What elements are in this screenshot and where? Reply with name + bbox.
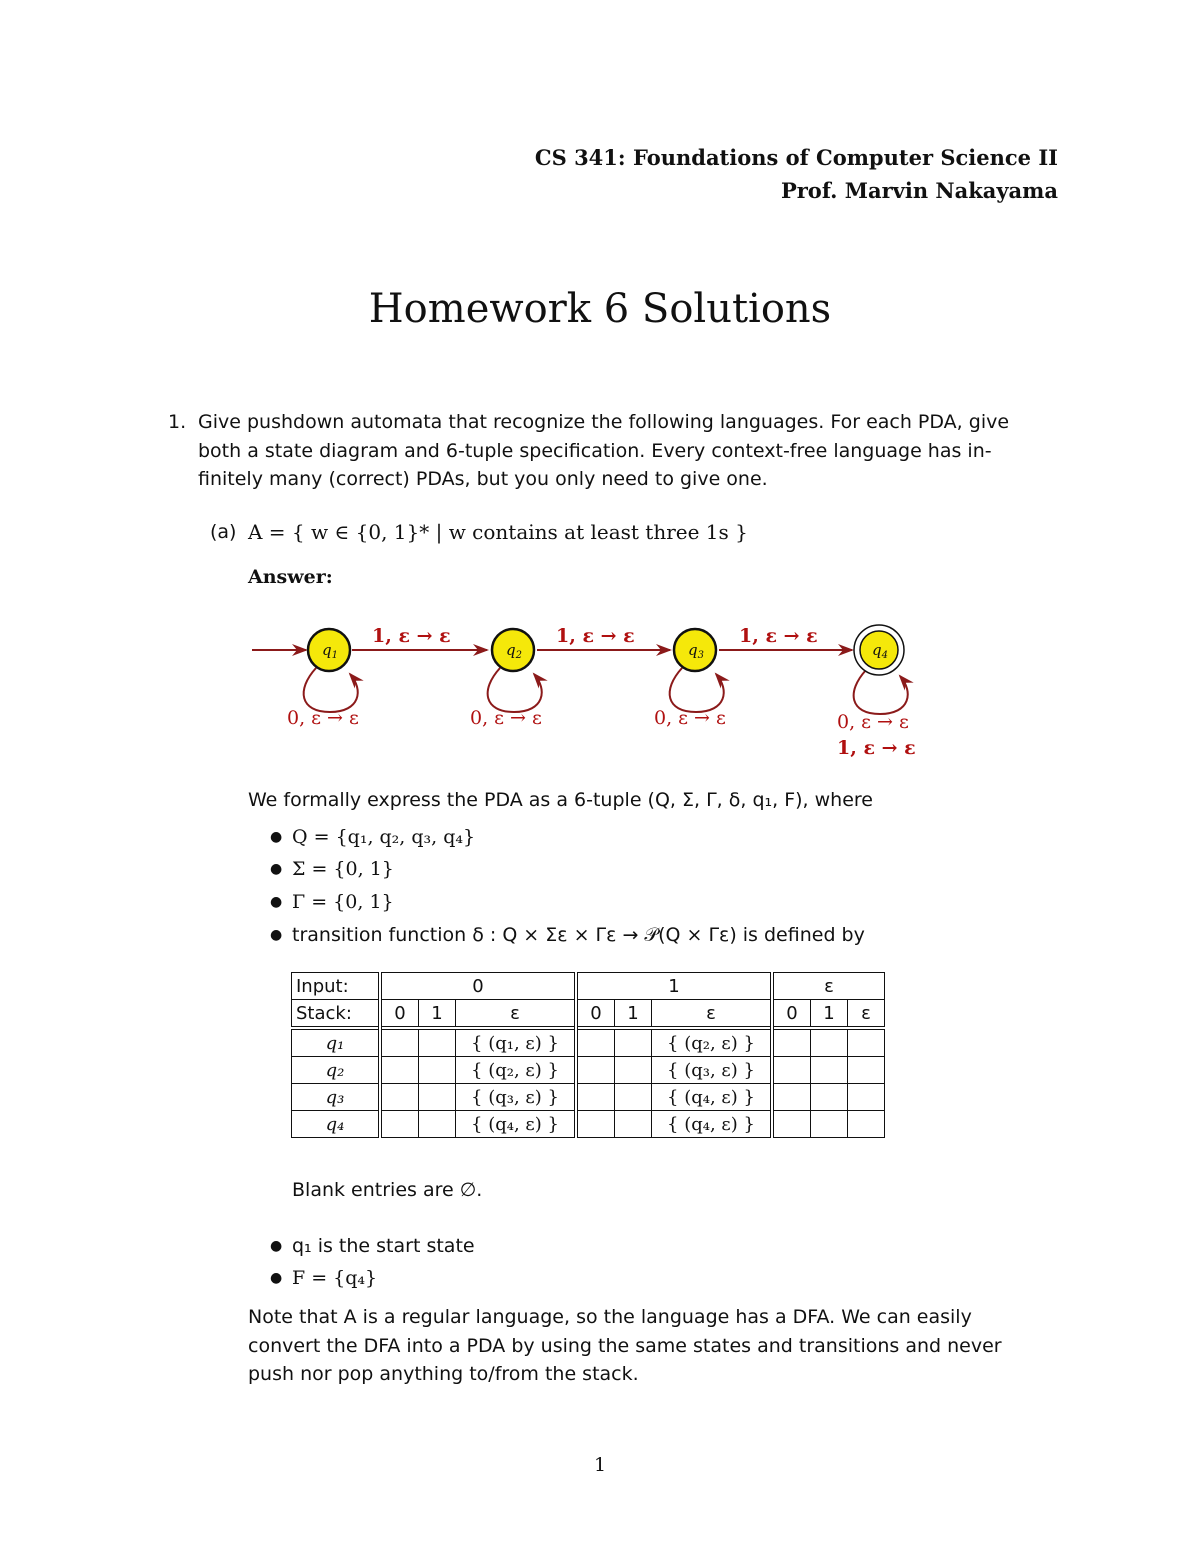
stack-symbol: 1	[615, 1000, 652, 1029]
language-definition: A = { w ∈ {0, 1}* | w contains at least three 1s }	[248, 520, 748, 544]
row-state: q₃	[292, 1084, 381, 1111]
page-number: 1	[593, 1454, 607, 1476]
professor-name: Prof. Marvin Nakayama	[780, 178, 1058, 203]
input-symbol: 0	[380, 973, 576, 1000]
page-title: Homework 6 Solutions	[368, 286, 832, 332]
state-name: q	[872, 641, 882, 659]
problem-line: both a state diagram and 6-tuple specification. Every context-free language has in-	[198, 439, 992, 462]
loop-label: 0, ε → ε	[654, 707, 726, 729]
course-title: CS 341: Foundations of Computer Science II	[534, 145, 1058, 170]
bullet-stack-alphabet: ● Γ = {0, 1}	[270, 891, 394, 913]
input-symbol: 1	[576, 973, 772, 1000]
self-loop-q3	[670, 668, 724, 712]
table-row	[292, 1084, 885, 1111]
state-sub: 4	[881, 650, 888, 661]
bullet-text: transition function δ : Q × Σε × Γε → 𝒫(Q × Γε) is defined by	[292, 924, 865, 946]
stack-symbol: ε	[848, 1000, 885, 1029]
edge-label: 1, ε → ε	[556, 625, 635, 647]
state-sub: 1	[331, 650, 338, 661]
cell-transition: { (q₂, ε) }	[652, 1028, 773, 1057]
state-sub: 3	[697, 650, 704, 661]
cell-transition: { (q₂, ε) }	[456, 1057, 577, 1084]
stack-symbol: ε	[456, 1000, 577, 1029]
bullet-states: ● Q = {q₁, q₂, q₃, q₄}	[270, 826, 476, 848]
bullet-transition-function: ● transition function δ : Q × Σε × Γε → 𝒫(Q × Γε) is defined by	[270, 924, 865, 946]
state-q3	[674, 629, 716, 671]
state-q1	[308, 629, 350, 671]
cell-transition: { (q₄, ε) }	[652, 1111, 773, 1138]
stack-symbol: 1	[419, 1000, 456, 1029]
transition-table	[291, 972, 885, 1138]
self-loop-q1	[304, 668, 358, 712]
row-state: q₁	[292, 1028, 381, 1057]
cell-transition: { (q₃, ε) }	[652, 1057, 773, 1084]
loop-label: 0, ε → ε	[287, 707, 359, 729]
note-line: convert the DFA into a PDA by using the same states and transitions and never	[248, 1334, 1002, 1357]
stack-symbol: 0	[772, 1000, 811, 1029]
table-row	[292, 1111, 885, 1138]
input-label: Input:	[292, 973, 381, 1000]
cell-transition: { (q₄, ε) }	[456, 1111, 577, 1138]
state-name: q	[688, 641, 698, 659]
stack-symbol: 0	[380, 1000, 419, 1029]
loop-label: 0, ε → ε	[837, 711, 909, 733]
answer-label: Answer:	[248, 566, 333, 588]
cell-transition: { (q₁, ε) }	[456, 1028, 577, 1057]
stack-symbol: ε	[652, 1000, 773, 1029]
state-sub: 2	[515, 650, 522, 661]
table-row	[292, 1028, 885, 1057]
input-symbol: ε	[772, 973, 885, 1000]
problem-number: 1.	[168, 411, 187, 433]
part-label: (a)	[210, 521, 237, 543]
edge-label: 1, ε → ε	[739, 625, 818, 647]
stack-symbol: 0	[576, 1000, 615, 1029]
problem-line: finitely many (correct) PDAs, but you only need to give one.	[198, 468, 768, 490]
self-loop-q2	[488, 668, 542, 712]
bullet-text: Γ = {0, 1}	[292, 891, 394, 913]
bullet-accept-states: ● F = {q₄}	[270, 1267, 378, 1289]
state-name: q	[322, 641, 332, 659]
state-q2	[492, 629, 534, 671]
note-line: Note that A is a regular language, so the language has a DFA. We can easily	[248, 1306, 972, 1328]
row-state: q₄	[292, 1111, 381, 1138]
formal-intro: We formally express the PDA as a 6-tuple (Q, Σ, Γ, δ, q₁, F), where	[248, 789, 873, 811]
note-paragraph	[248, 1303, 1068, 1389]
table-header-input	[292, 973, 885, 1000]
bullet-text: Σ = {0, 1}	[292, 858, 394, 880]
state-q4-accepting	[854, 625, 904, 675]
table-header-stack	[292, 1000, 885, 1029]
self-loop-q4	[854, 670, 908, 714]
cell-transition: { (q₄, ε) }	[652, 1084, 773, 1111]
loop-label: 0, ε → ε	[470, 707, 542, 729]
stack-symbol: 1	[811, 1000, 848, 1029]
stack-label: Stack:	[292, 1000, 381, 1029]
table-row	[292, 1057, 885, 1084]
state-name: q	[506, 641, 516, 659]
bullet-text: q₁ is the start state	[292, 1235, 475, 1257]
bullet-start-state: ● q₁ is the start state	[270, 1235, 475, 1257]
loop-label: 1, ε → ε	[837, 737, 916, 759]
blank-entries-note: Blank entries are ∅.	[292, 1179, 483, 1201]
row-state: q₂	[292, 1057, 381, 1084]
problem-line: Give pushdown automata that recognize the following languages. For each PDA, give	[198, 411, 1010, 433]
note-line: push nor pop anything to/from the stack.	[248, 1363, 639, 1385]
edge-label: 1, ε → ε	[372, 625, 451, 647]
bullet-text: F = {q₄}	[292, 1267, 378, 1289]
bullet-alphabet: ● Σ = {0, 1}	[270, 858, 394, 880]
bullet-text: Q = {q₁, q₂, q₃, q₄}	[292, 826, 476, 848]
cell-transition: { (q₃, ε) }	[456, 1084, 577, 1111]
